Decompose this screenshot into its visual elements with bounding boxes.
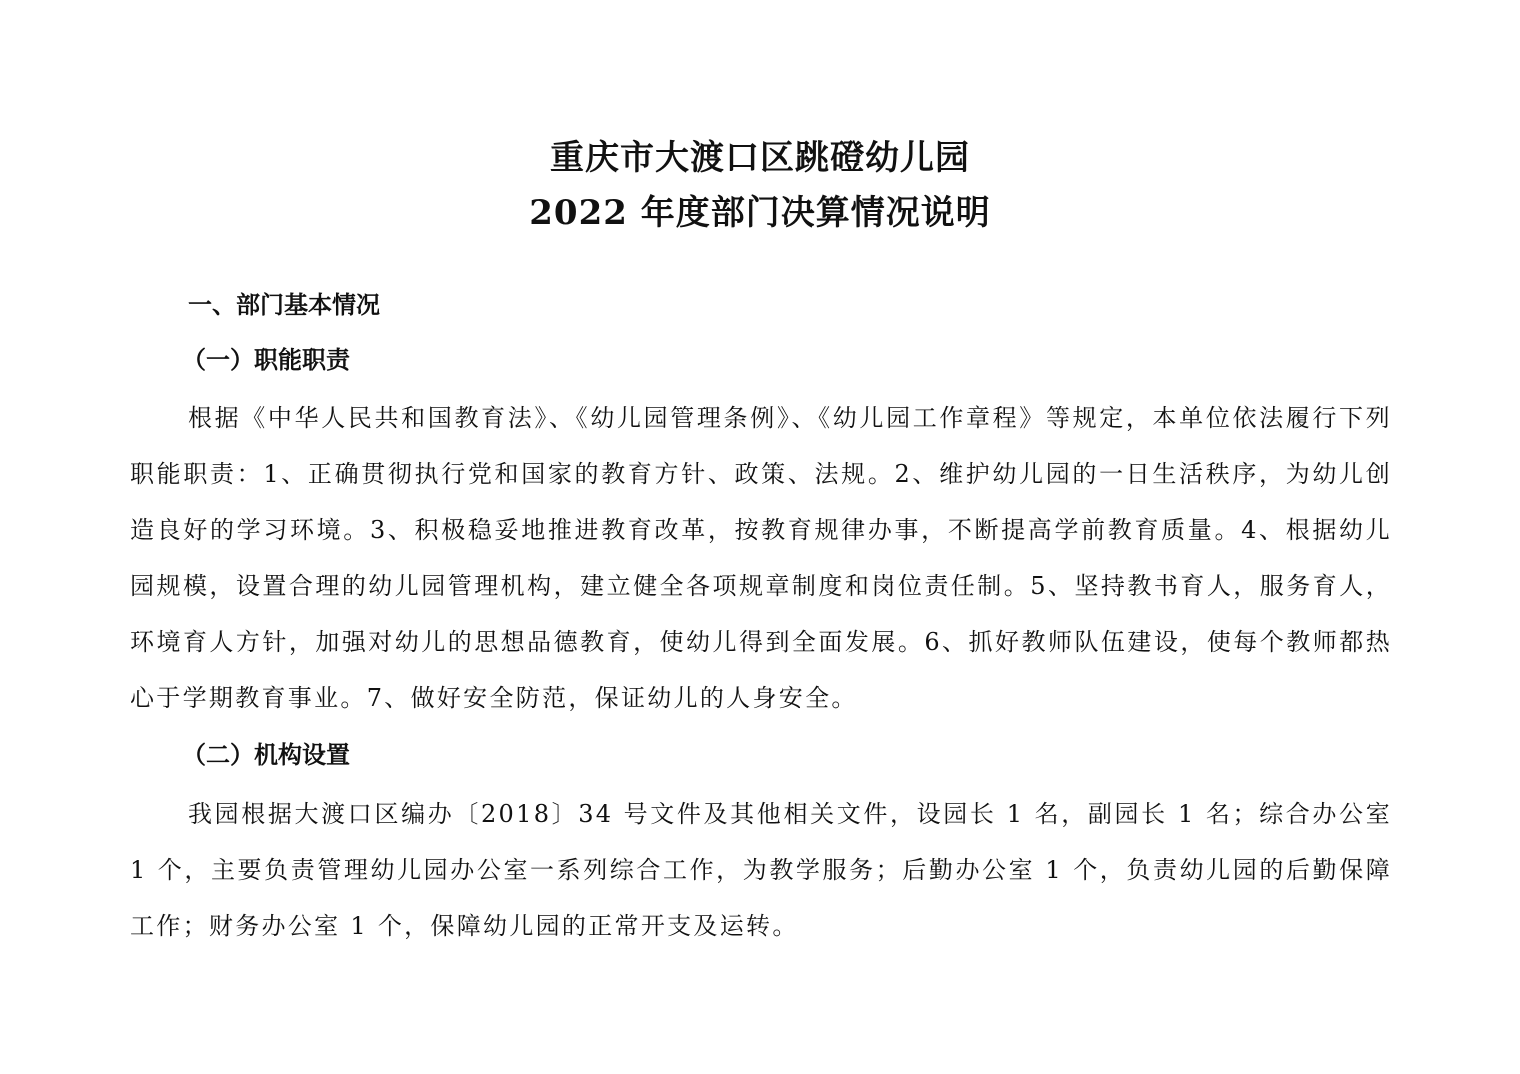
section-heading-basic-info: 一、部门基本情况: [188, 291, 380, 319]
document-title-line2: 2022 年度部门决算情况说明: [529, 193, 991, 233]
subsection-heading-organization: （二）机构设置: [182, 741, 350, 769]
subsection-heading-functions: （一）职能职责: [182, 346, 350, 374]
paragraph-functions: 根据《中华人民共和国教育法》、《幼儿园管理条例》、《幼儿园工作章程》等规定，本单位依法履行下列职能职责：1、正确贯彻执行党和国家的教育方针、政策、法规。2、维护幼儿园的一日生活秩序，为幼儿创造良好的学习环境。3、积极稳妥地推进教育改革，按教育规律办事，不断提高学前教育质量。4、根据幼儿园规模，设置合理的幼儿园管理机构，建立健全各项规章制度和岗位责任制。5、坚持教书育人，服务育人，环境育人方针，加强对幼儿的思想品德教育，使幼儿得到全面发展。6、抓好教师队伍建设，使每个教师都热心于学期教育事业。7、做好安全防范，保证幼儿的人身安全。: [130, 404, 1392, 712]
document-title-line1: 重庆市大渡口区跳磴幼儿园: [550, 138, 970, 178]
paragraph-organization: 我园根据大渡口区编办〔2018〕34 号文件及其他相关文件，设园长 1 名，副园长 1 名；综合办公室 1 个，主要负责管理幼儿园办公室一系列综合工作，为教学服务；后勤办公室 1 个，负责幼儿园的后勤保障工作；财务办公室 1 个，保障幼儿园的正常开支及运转。: [130, 800, 1392, 940]
